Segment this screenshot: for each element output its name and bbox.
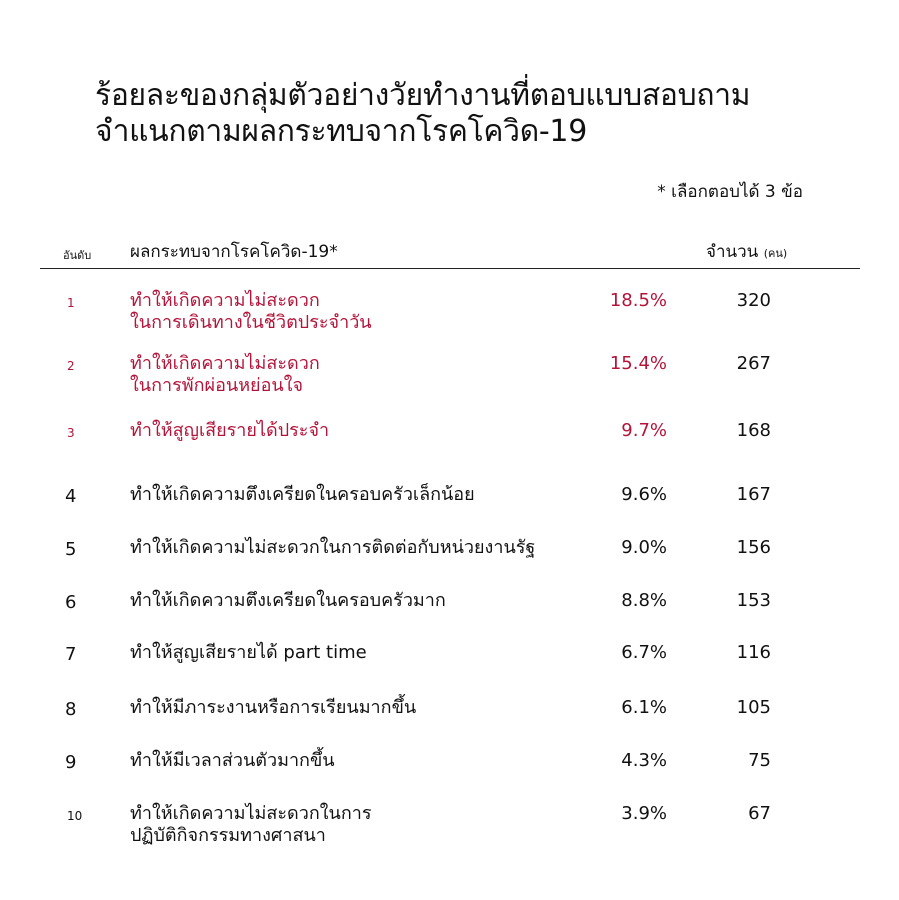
row-impact-line-1: ทำให้มีภาระงานหรือการเรียนมากขึ้น <box>130 697 417 718</box>
row-impact <box>130 697 600 719</box>
row-impact <box>130 642 600 664</box>
row-rank: 6 <box>65 592 77 613</box>
row-count: 105 <box>736 697 771 718</box>
table-row <box>40 537 860 585</box>
row-percent: 3.9% <box>621 803 667 824</box>
row-impact-line-1: ทำให้สูญเสียรายได้ part time <box>130 642 367 663</box>
row-percent: 6.1% <box>621 697 667 718</box>
row-count: 116 <box>736 642 771 663</box>
row-rank: 4 <box>65 486 77 507</box>
row-impact <box>130 750 600 772</box>
row-count: 153 <box>736 590 771 611</box>
row-count: 168 <box>736 420 771 441</box>
table-row <box>40 420 860 468</box>
row-impact <box>130 537 600 559</box>
row-impact-line-1: ทำให้มีเวลาส่วนตัวมากขึ้น <box>130 750 335 771</box>
footnote-multiple-choice: * เลือกตอบได้ 3 ข้อ <box>657 182 803 202</box>
row-impact-line-2: ปฏิบัติกิจกรรมทางศาสนา <box>130 825 326 846</box>
row-impact-line-1: ทำให้เกิดความไม่สะดวก <box>130 353 320 374</box>
row-percent: 6.7% <box>621 642 667 663</box>
row-rank: 5 <box>65 539 77 560</box>
header-impact: ผลกระทบจากโรคโควิด-19* <box>130 242 338 262</box>
row-rank: 7 <box>65 644 77 665</box>
row-rank: 9 <box>65 752 77 773</box>
table-row <box>40 353 860 401</box>
table-row <box>40 290 860 338</box>
table-header <box>40 238 860 268</box>
row-impact-line-2: ในการเดินทางในชีวิตประจำวัน <box>130 312 372 333</box>
table-row <box>40 697 860 745</box>
title-line-2: จำแนกตามผลกระทบจากโรคโควิด-19 <box>95 114 587 149</box>
row-impact <box>130 420 600 442</box>
row-percent: 9.7% <box>621 420 667 441</box>
row-impact-line-2: ในการพักผ่อนหย่อนใจ <box>130 375 304 396</box>
row-impact-line-1: ทำให้เกิดความไม่สะดวกในการ <box>130 803 372 824</box>
table-row <box>40 590 860 638</box>
row-impact-line-1: ทำให้เกิดความตึงเครียดในครอบครัวเล็กน้อย <box>130 484 475 505</box>
row-impact-line-1: ทำให้เกิดความไม่สะดวก <box>130 290 320 311</box>
title-line-1: ร้อยละของกลุ่มตัวอย่างวัยทำงานที่ตอบแบบสอบถาม <box>95 78 751 113</box>
header-rank: อันดับ <box>63 249 92 262</box>
row-percent: 9.6% <box>621 484 667 505</box>
row-rank: 8 <box>65 699 77 720</box>
table-row <box>40 750 860 798</box>
row-impact-line-1: ทำให้เกิดความตึงเครียดในครอบครัวมาก <box>130 590 446 611</box>
row-impact-line-1: ทำให้สูญเสียรายได้ประจำ <box>130 420 330 441</box>
row-rank: 1 <box>67 296 75 310</box>
row-percent: 8.8% <box>621 590 667 611</box>
row-impact <box>130 590 600 612</box>
row-percent: 18.5% <box>609 290 667 311</box>
header-divider <box>40 268 860 269</box>
row-percent: 4.3% <box>621 750 667 771</box>
row-rank: 2 <box>67 359 75 373</box>
row-rank: 10 <box>67 809 83 823</box>
row-impact <box>130 290 600 334</box>
row-impact-line-1: ทำให้เกิดความไม่สะดวกในการติดต่อกับหน่วยงานรัฐ <box>130 537 536 558</box>
row-rank: 3 <box>67 426 75 440</box>
header-count-unit: (คน) <box>763 247 788 260</box>
row-percent: 9.0% <box>621 537 667 558</box>
row-count: 267 <box>736 353 771 374</box>
table-row <box>40 484 860 532</box>
header-count <box>706 238 787 265</box>
header-count-label: จำนวน <box>706 242 759 262</box>
row-count: 320 <box>736 290 771 311</box>
row-impact <box>130 353 600 397</box>
row-count: 67 <box>748 803 771 824</box>
row-impact <box>130 484 600 506</box>
row-impact <box>130 803 600 847</box>
table-row <box>40 642 860 690</box>
row-count: 167 <box>736 484 771 505</box>
row-percent: 15.4% <box>609 353 667 374</box>
table-row <box>40 803 860 851</box>
row-count: 75 <box>748 750 771 771</box>
page-title <box>95 78 855 150</box>
row-count: 156 <box>736 537 771 558</box>
